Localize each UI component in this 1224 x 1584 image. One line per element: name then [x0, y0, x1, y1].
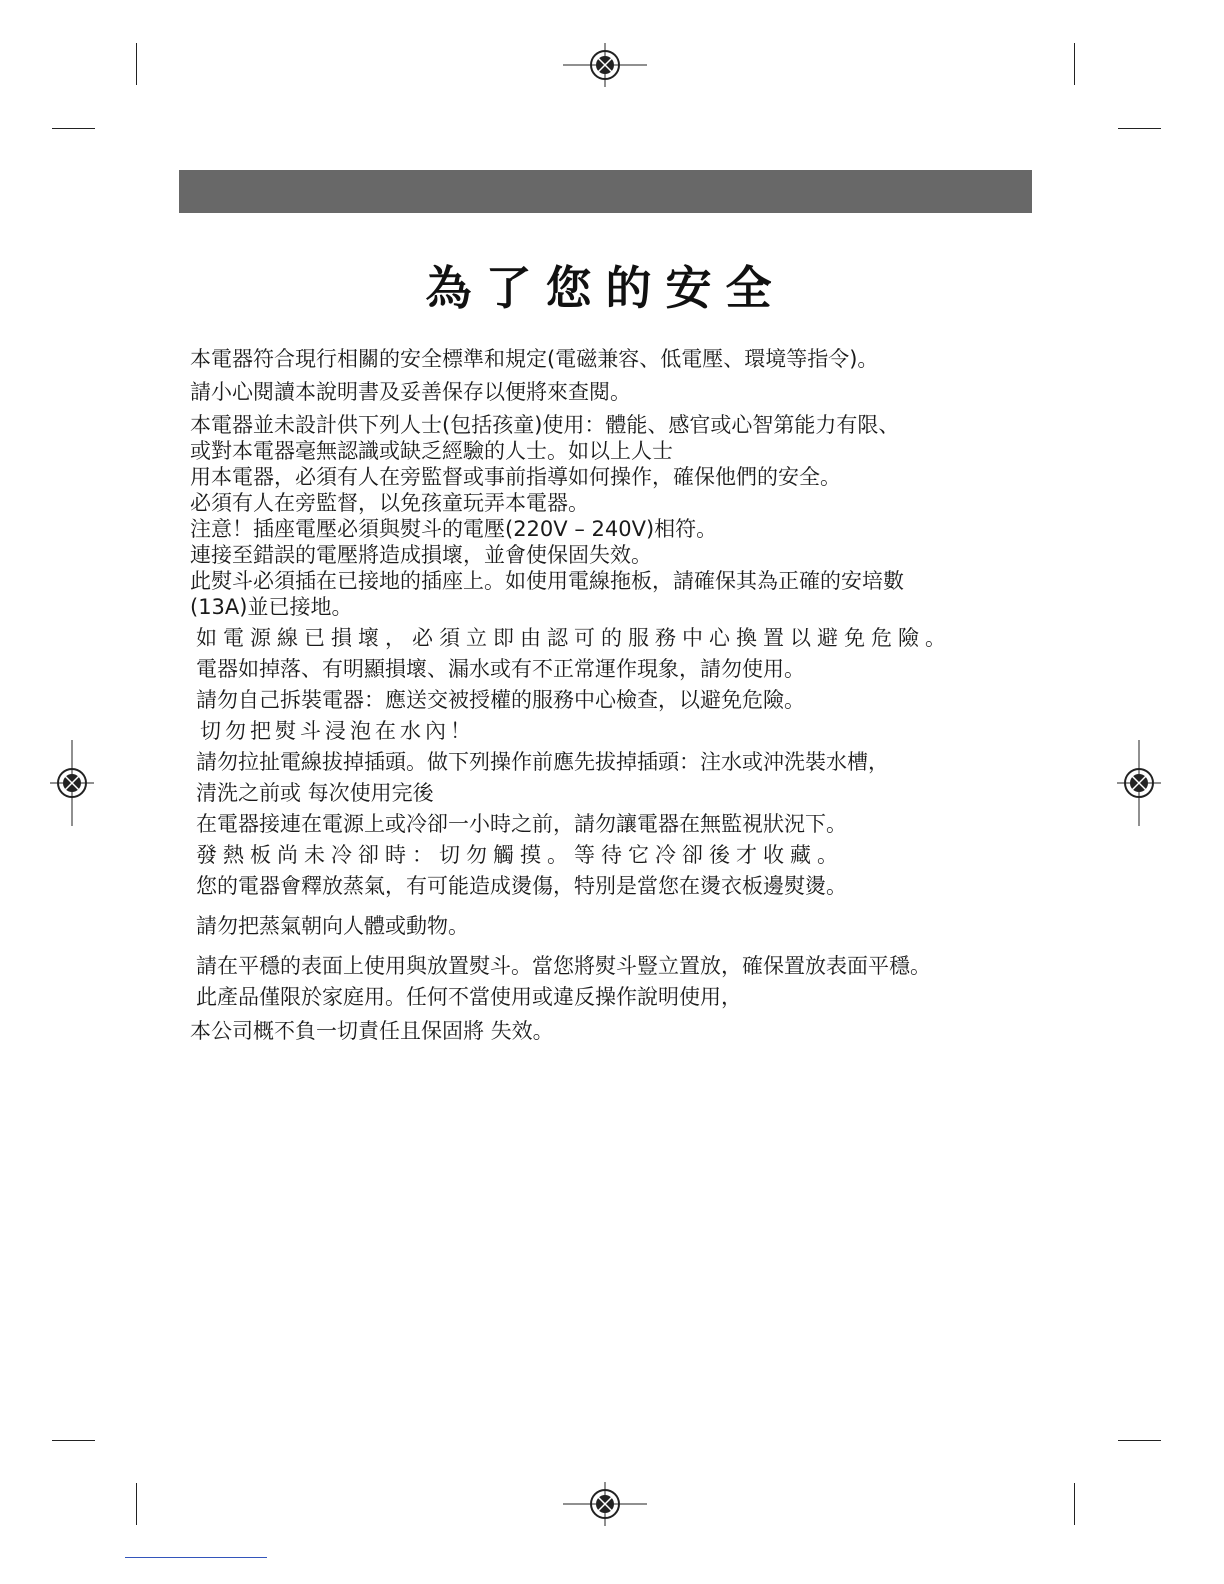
registration-mark-top: [563, 43, 647, 87]
paragraph: 在電器接連在電源上或冷卻一小時之前，請勿讓電器在無監視狀況下。: [196, 812, 847, 836]
page-title: 為了您的安全: [425, 261, 786, 315]
paragraph: 您的電器會釋放蒸氣，有可能造成燙傷，特別是當您在燙衣板邊熨燙。: [196, 874, 847, 898]
paragraph: 此熨斗必須插在已接地的插座上。如使用電線拖板，請確保其為正確的安培數: [190, 569, 904, 593]
crop-mark-bottom-right-horizontal: [1118, 1440, 1161, 1441]
crop-mark-top-right-horizontal: [1118, 128, 1161, 129]
paragraph: 如電源線已損壞，必須立即由認可的服務中心換置以避免危險。: [196, 626, 952, 650]
paragraph: 請勿拉扯電線拔掉插頭。做下列操作前應先拔掉插頭：注水或沖洗裝水槽，: [196, 750, 889, 774]
crop-mark-bottom-left-vertical: [136, 1483, 137, 1525]
paragraph: 用本電器，必須有人在旁監督或事前指導如何操作，確保他們的安全。: [190, 465, 841, 489]
paragraph: 本公司概不負一切責任且保固將 失效。: [190, 1019, 554, 1043]
crop-mark-bottom-right-vertical: [1074, 1483, 1075, 1525]
header-bar: [179, 170, 1032, 213]
paragraph: 注意！插座電壓必須與熨斗的電壓(220V – 240V)相符。: [190, 517, 718, 541]
paragraph: 電器如掉落、有明顯損壞、漏水或有不正常運作現象，請勿使用。: [196, 657, 805, 681]
crop-mark-top-left-horizontal: [52, 128, 95, 129]
paragraph: 請在平穩的表面上使用與放置熨斗。當您將熨斗豎立置放，確保置放表面平穩。: [196, 954, 931, 978]
paragraph: 必須有人在旁監督，以免孩童玩弄本電器。: [190, 491, 589, 515]
safety-instructions: [190, 346, 1035, 1044]
footer-rule: [125, 1557, 267, 1558]
paragraph: 切勿把熨斗浸泡在水內！: [200, 719, 475, 743]
crop-mark-top-right-vertical: [1074, 43, 1075, 85]
registration-mark-right: [1117, 740, 1161, 826]
registration-mark-bottom: [563, 1482, 647, 1526]
paragraph: 發熱板尚未冷卻時：切勿觸摸。等待它冷卻後才收藏。: [196, 843, 844, 867]
paragraph: 請勿把蒸氣朝向人體或動物。: [196, 914, 469, 938]
paragraph: 清洗之前或 每次使用完後: [196, 781, 434, 805]
paragraph: 連接至錯誤的電壓將造成損壞，並會使保固失效。: [190, 543, 652, 567]
paragraph: 或對本電器毫無認識或缺乏經驗的人士。如以上人士: [190, 439, 673, 463]
paragraph: 請勿自己拆裝電器：應送交被授權的服務中心檢查，以避免危險。: [196, 688, 805, 712]
paragraph: 此產品僅限於家庭用。任何不當使用或違反操作說明使用，: [196, 985, 742, 1009]
paragraph: 請小心閱讀本說明書及妥善保存以便將來查閱。: [190, 380, 631, 404]
paragraph: 本電器並未設計供下列人士(包括孩童)使用：體能、感官或心智第能力有限、: [190, 413, 900, 437]
crop-mark-top-left-vertical: [136, 43, 137, 85]
paragraph: 本電器符合現行相關的安全標準和規定(電磁兼容、低電壓、環境等指令)。: [190, 347, 879, 371]
registration-mark-left: [50, 740, 94, 826]
crop-mark-bottom-left-horizontal: [52, 1440, 95, 1441]
paragraph: (13A)並已接地。: [190, 595, 353, 619]
